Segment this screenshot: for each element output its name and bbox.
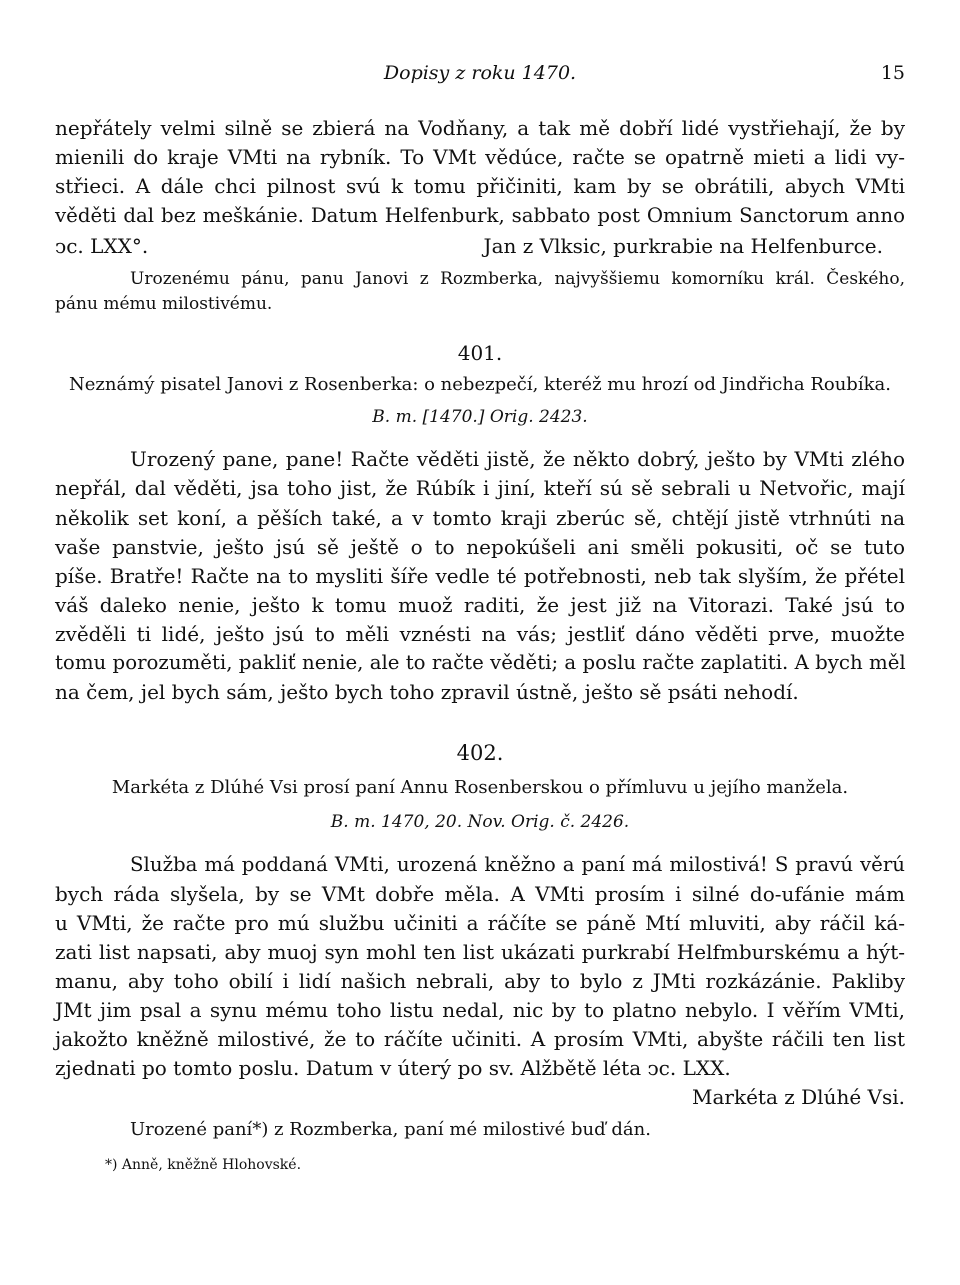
closing-date: ↄc. LXX°.	[55, 234, 149, 258]
text-line: jakožto kněžně milostivé, že to ráčíte učiniti. A prosím VMti, abyšte ráčili ten list	[55, 1027, 905, 1051]
text-line: zvěděli ti lidé, ješto jsú to měli vznésti na vás; jestliť dáno věděti prve, muožte	[55, 622, 905, 646]
text-line: nepřál, dal věděti, jsa toho jist, že Rúbík i jiní, kteří sú sě sebrali u Netvořic, mají	[55, 476, 905, 500]
text-line: váš daleko nenie, ješto k tomu muož raditi, že jest již na Vitorazi. Také jsú to	[55, 593, 905, 617]
text-line: na čem, jel bych sám, ješto bych toho zpravil ústně, ješto sě psáti nehodí.	[55, 680, 799, 704]
text-line: zati list napsati, aby muoj syn mohl ten list ukázati purkrabí Helfmburskému a hýt-	[55, 940, 905, 964]
text-line: několik set koní, a pěších také, a v tomto kraji zberúc sě, chtějí jistě vtrhnúti na	[55, 506, 905, 530]
letter-number: 402.	[456, 741, 504, 765]
letter-summary: Neznámý pisatel Janovi z Rosenberka: o nebezpečí, kteréž mu hrozí od Jindřicha Roubíka.	[69, 374, 891, 395]
text-line: píše. Bratře! Račte na to mysliti šíře vedle té potřebnosti, neb tak slyším, že přétel	[55, 564, 905, 588]
text-line: u VMti, že račte pro mú službu učiniti a ráčíte se páně Mtí mluviti, aby ráčil ká-	[55, 911, 905, 935]
text-line: Služba má poddaná VMti, urozená kněžno a paní má milostivá! S pravú věrú	[130, 853, 905, 876]
text-line: manu, aby toho obilí i lidí našich nebrali, aby to bylo z JMti rozkázánie. Pakliby	[55, 969, 905, 993]
text-line: střieci. A dále chci pilnost svú k tomu přičiniti, kam by se obrátili, abych VMti	[55, 174, 905, 198]
letter-source: B. m. 1470, 20. Nov. Orig. č. 2426.	[330, 812, 630, 832]
address-line: Urozenému pánu, panu Janovi z Rozmberka, najvyššiemu komorníku král. Českého,	[130, 269, 905, 289]
text-line: tomu porozuměti, pakliť nenie, ale to račte věděti; a poslu račte zaplatiti. A bych měl	[55, 651, 906, 674]
text-line: nepřátely velmi silně se zbierá na Vodňany, a tak mě dobří lidé vystřiehají, že by	[55, 116, 905, 140]
footnote: *) Anně, kněžně Hlohovské.	[105, 1157, 302, 1173]
page-number: 15	[880, 62, 905, 84]
text-line: JMt jim psal a synu mému toho listu nedal, nic by to platno nebylo. I věřím VMti,	[55, 998, 905, 1022]
text-line: bych ráda slyšela, by se VMt dobře měla. A VMti prosím i silné do-ufánie mám	[55, 882, 905, 906]
signature: Jan z Vlksic, purkrabie na Helfenburce.	[483, 234, 883, 258]
text-line: Urozený pane, pane! Račte věděti jistě, že někto dobrý, ješto by VMti zlého	[130, 447, 905, 471]
page-header	[55, 62, 905, 88]
running-title: Dopisy z roku 1470.	[383, 62, 577, 84]
text-line: věděti dal bez meškánie. Datum Helfenburk, sabbato post Omnium Sanctorum anno	[55, 204, 905, 227]
letter-number: 401.	[457, 341, 503, 365]
letter-summary: Markéta z Dlúhé Vsi prosí paní Annu Rosenberskou o přímluvu u jejího manžela.	[111, 777, 849, 798]
letter-source: B. m. [1470.] Orig. 2423.	[372, 407, 588, 427]
closing-line	[55, 231, 905, 261]
signature: Markéta z Dlúhé Vsi.	[692, 1085, 905, 1109]
text-line: mienili do kraje VMti na rybník. To VMt vědúce, račte se opatrně mieti a lidi vy-	[55, 145, 905, 169]
address-line: Urozené paní*) z Rozmberka, paní mé milostivé buď dán.	[130, 1119, 651, 1140]
address-line: pánu mému milostivému.	[55, 294, 273, 314]
text-line: vaše panstvie, ješto jsú sě ještě o to nepokúšeli ani směli pokusiti, oč se tuto	[55, 535, 905, 559]
text-line: zjednati po tomto poslu. Datum v úterý po sv. Alžbětě léta ↄc. LXX.	[55, 1056, 731, 1080]
